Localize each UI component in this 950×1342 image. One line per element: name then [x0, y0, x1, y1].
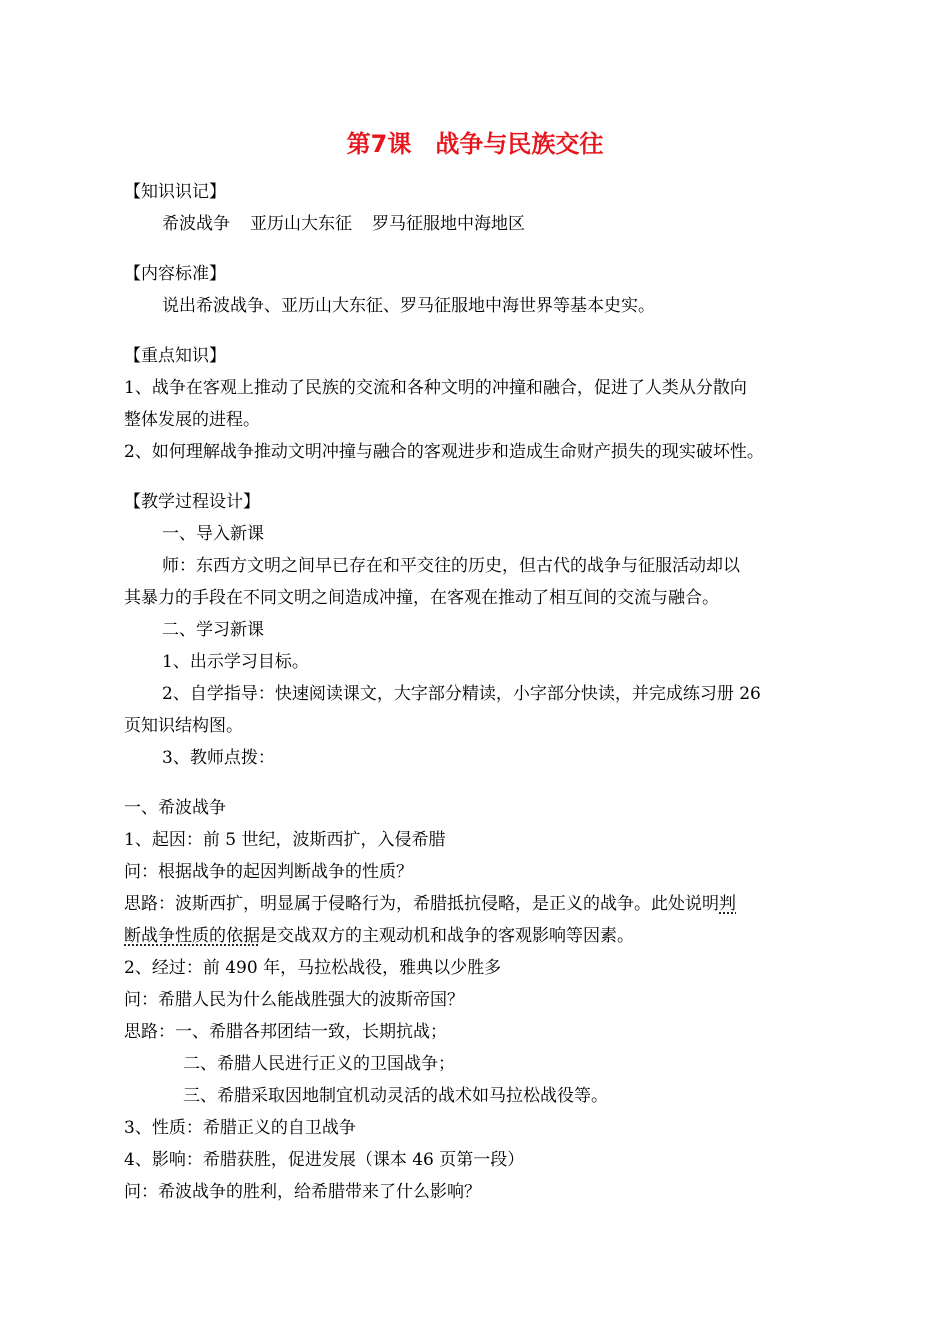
answer-1-underlined-cont: 断战争性质的依据	[124, 926, 260, 946]
step-1: 1、出示学习目标。	[162, 652, 309, 672]
war-impact: 4、影响：希腊获胜，促进发展（课本 46 页第一段）	[124, 1150, 525, 1170]
war-heading: 一、希波战争	[124, 798, 226, 818]
war-cause: 1、起因：前 5 世纪，波斯西扩，入侵希腊	[124, 830, 446, 850]
key-point-1-cont: 整体发展的进程。	[124, 410, 260, 430]
question-2: 问：希腊人民为什么能战胜强大的波斯帝国？	[124, 990, 464, 1010]
war-course: 2、经过：前 490 年，马拉松战役，雅典以少胜多	[124, 958, 502, 978]
answer-1	[124, 892, 844, 916]
section-new: 二、学习新课	[162, 620, 264, 640]
knowledge-item: 罗马征服地中海地区	[372, 214, 525, 234]
step-3: 3、教师点拨：	[162, 748, 275, 768]
answer-1-text: 思路：波斯西扩，明显属于侵略行为，希腊抵抗侵略，是正义的战争。此处说明	[124, 894, 719, 914]
standard-heading: 【内容标准】	[124, 264, 226, 284]
knowledge-item: 亚历山大东征	[250, 214, 352, 234]
war-nature: 3、性质：希腊正义的自卫战争	[124, 1118, 356, 1138]
page-title	[0, 128, 950, 160]
knowledge-items	[162, 212, 882, 236]
process-heading: 【教学过程设计】	[124, 492, 260, 512]
answer-2-point-1: 思路：一、希腊各邦团结一致，长期抗战；	[124, 1022, 447, 1042]
section-intro: 一、导入新课	[162, 524, 264, 544]
key-heading: 【重点知识】	[124, 346, 226, 366]
knowledge-item: 希波战争	[162, 214, 230, 234]
answer-1-cont	[124, 924, 844, 948]
lesson-name: 战争与民族交往	[435, 130, 604, 158]
question-1: 问：根据战争的起因判断战争的性质？	[124, 862, 413, 882]
standard-text: 说出希波战争、亚历山大东征、罗马征服地中海世界等基本史实。	[162, 296, 655, 316]
answer-1-underlined: 判	[719, 894, 736, 914]
lesson-number: 第7课	[346, 130, 412, 158]
step-2: 2、自学指导：快速阅读课文，大字部分精读，小字部分快读，并完成练习册 26	[162, 684, 761, 704]
knowledge-heading: 【知识识记】	[124, 182, 226, 202]
answer-1-text-cont: 是交战双方的主观动机和战争的客观影响等因素。	[260, 926, 634, 946]
answer-2-point-2: 二、希腊人民进行正义的卫国战争；	[183, 1054, 455, 1074]
teacher-text-cont: 其暴力的手段在不同文明之间造成冲撞，在客观在推动了相互间的交流与融合。	[124, 588, 719, 608]
teacher-text: 师：东西方文明之间早已存在和平交往的历史，但古代的战争与征服活动却以	[162, 556, 740, 576]
key-point-1: 1、战争在客观上推动了民族的交流和各种文明的冲撞和融合，促进了人类从分散向	[124, 378, 747, 398]
question-3: 问：希波战争的胜利，给希腊带来了什么影响？	[124, 1182, 481, 1202]
step-2-cont: 页知识结构图。	[124, 716, 243, 736]
key-point-2: 2、如何理解战争推动文明冲撞与融合的客观进步和造成生命财产损失的现实破坏性。	[124, 442, 764, 462]
answer-2-point-3: 三、希腊采取因地制宜机动灵活的战术如马拉松战役等。	[183, 1086, 608, 1106]
